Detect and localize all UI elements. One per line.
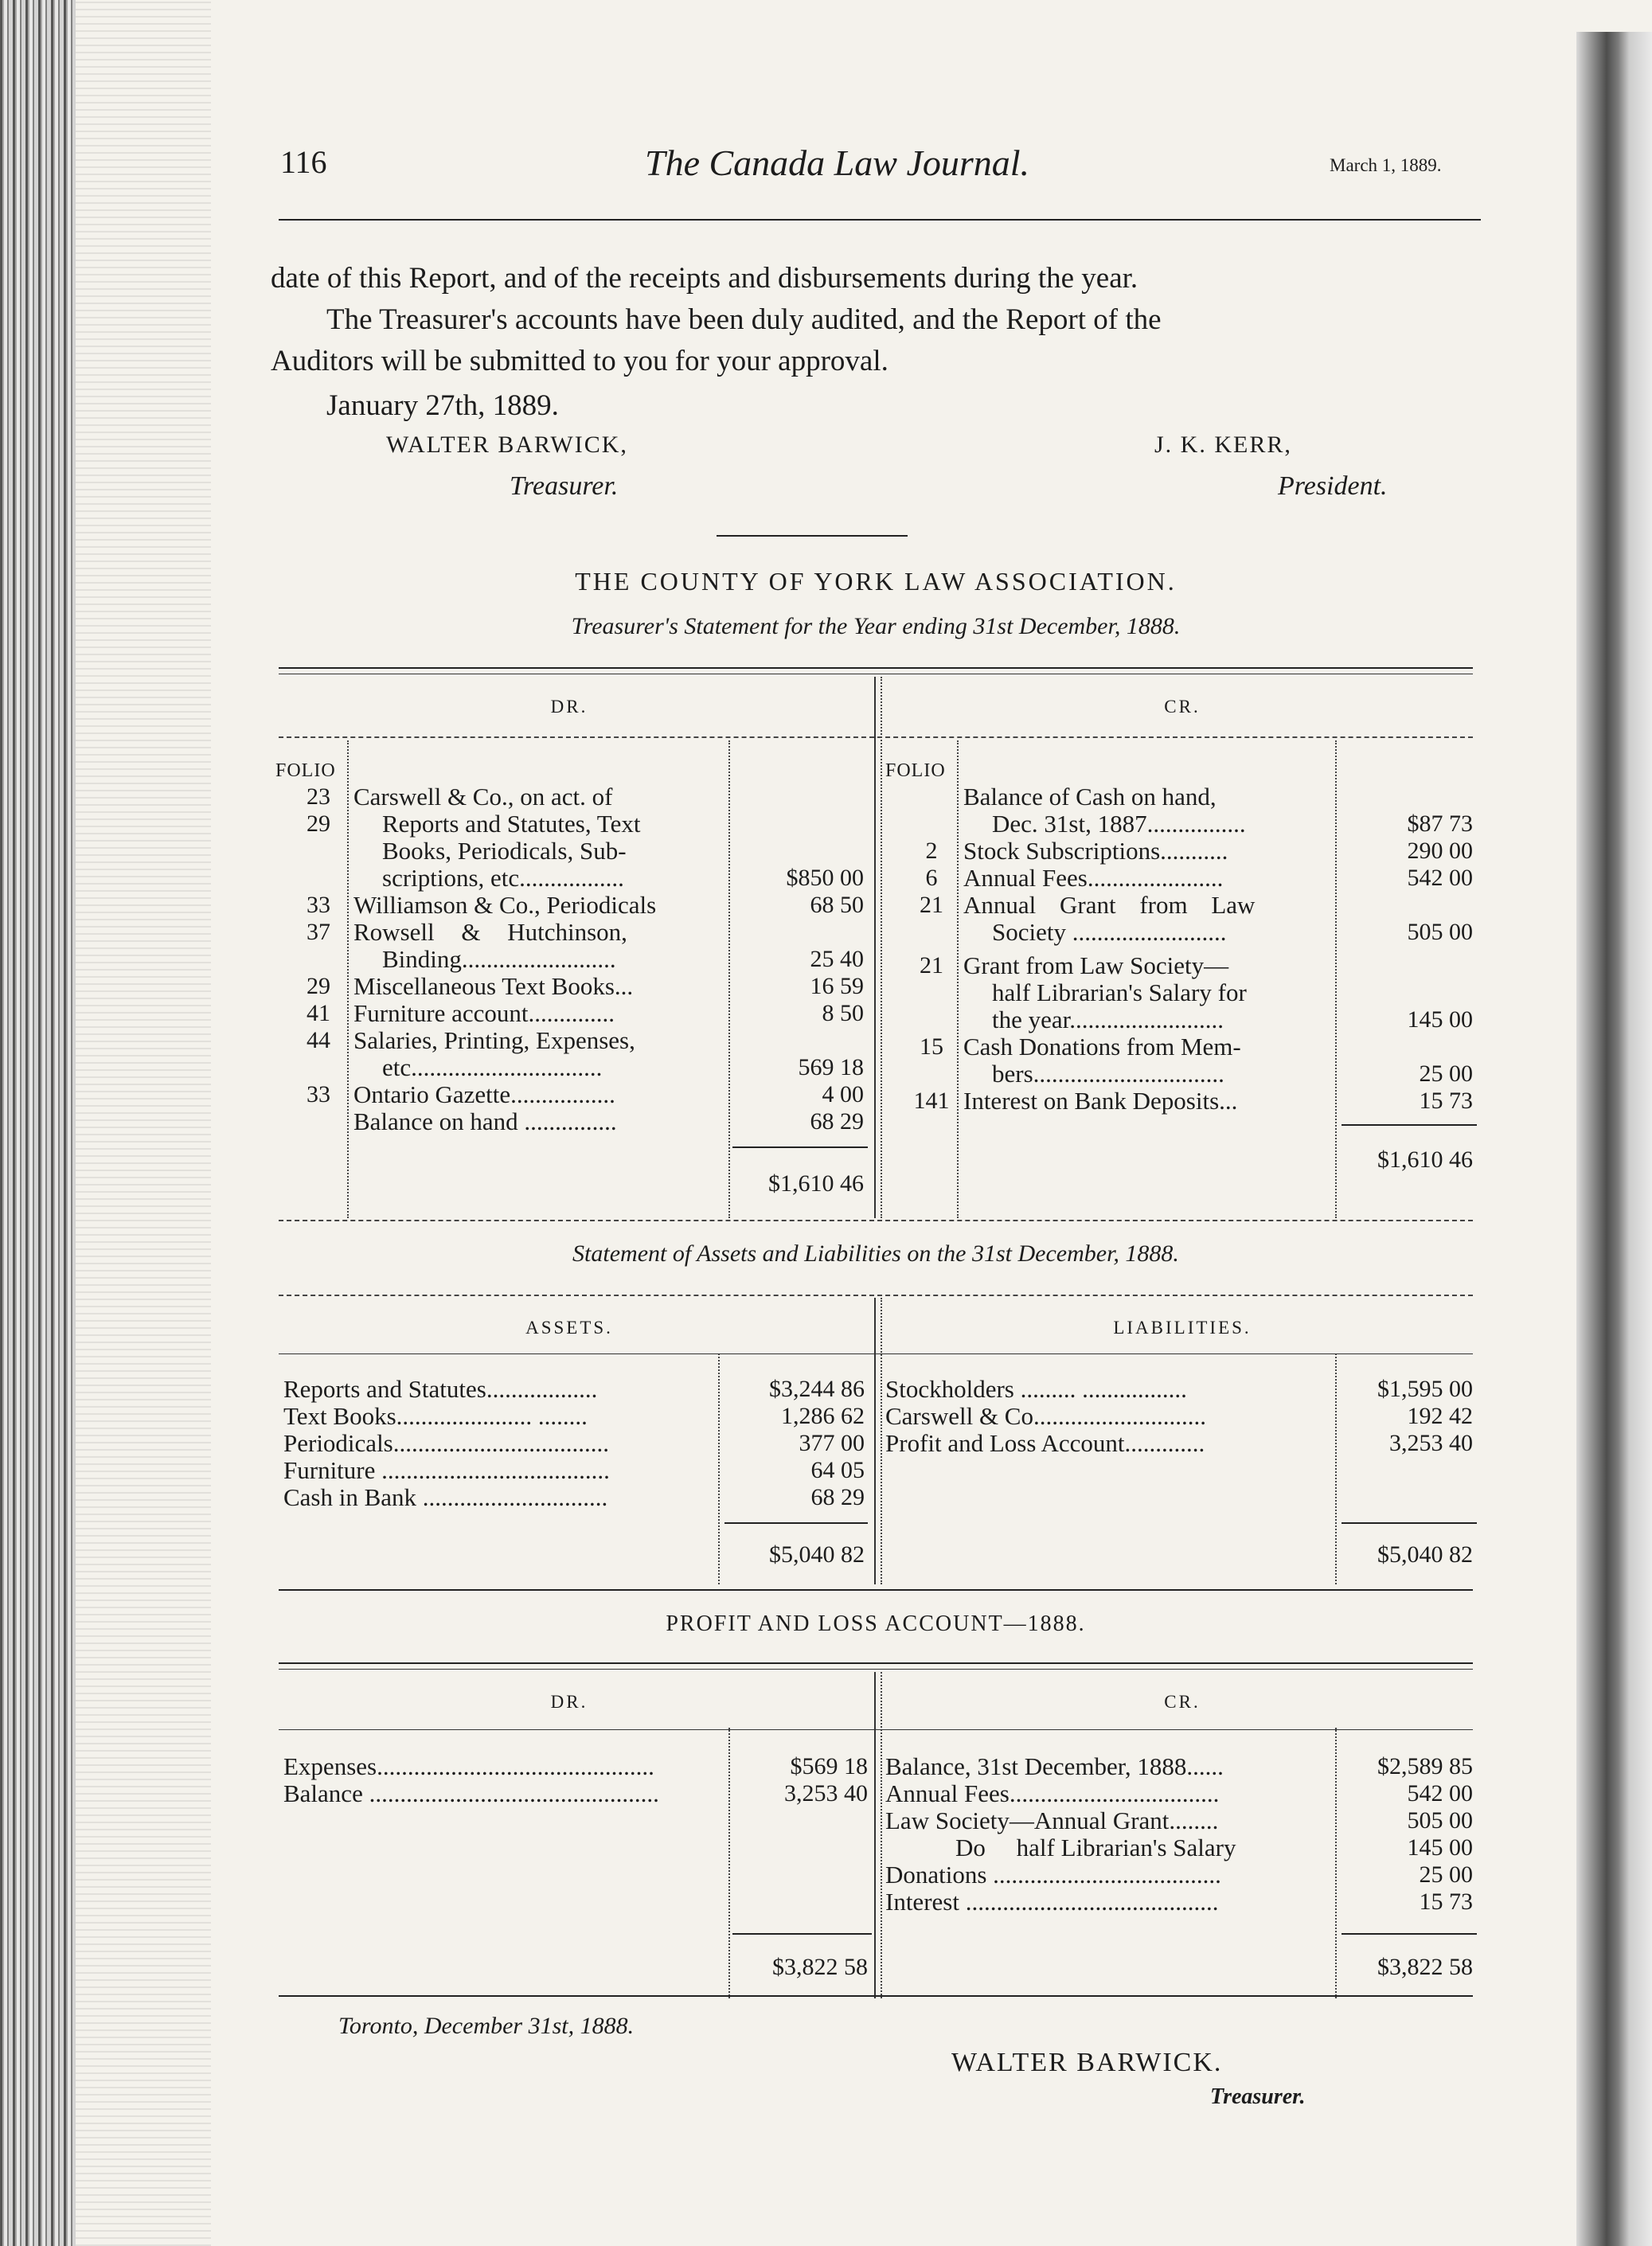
cr-item-text: half Librarian's Salary for [992, 978, 1247, 1006]
assets-label: ASSETS. [525, 1318, 613, 1338]
dr-item-text: Books, Periodicals, Sub- [382, 837, 627, 865]
dr-amount: 68 50 [810, 892, 864, 918]
cr-folio: 21 [920, 892, 943, 918]
statement-center-line-2 [881, 677, 882, 1218]
cr-folio: 15 [920, 1033, 943, 1060]
statement-header-rule [279, 736, 1473, 738]
cr-total: $1,610 46 [1377, 1146, 1473, 1173]
cr-item-text: the year......................... [992, 1006, 1224, 1033]
president-title: President. [1278, 471, 1388, 501]
statement-dr-label: DR. [550, 697, 588, 717]
cr-amount-col-line [1335, 740, 1337, 1218]
dr-item-text: scriptions, etc................. [382, 864, 624, 892]
asset-amount: 377 00 [799, 1430, 865, 1456]
cr-folio: 6 [925, 865, 938, 891]
asset-label: Periodicals................................... [283, 1429, 609, 1457]
pl-dr-label-text: Balance ............................................... [283, 1779, 659, 1807]
pl-dr-label: DR. [550, 1692, 588, 1712]
dr-item-text: Balance on hand ............... [353, 1107, 617, 1135]
cr-amount: $87 73 [1407, 811, 1473, 837]
cr-folio: 2 [925, 838, 938, 864]
pl-dr-amount-col-line [728, 1728, 730, 1998]
cr-folio-label: FOLIO [885, 760, 946, 781]
cr-item-text: Balance of Cash on hand, [963, 783, 1217, 811]
liabilities-total-rule [1342, 1522, 1477, 1524]
page-number: 116 [280, 144, 327, 180]
pl-header-rule [279, 1729, 1473, 1730]
pl-center-line [874, 1672, 876, 1998]
liability-amount: 192 42 [1407, 1403, 1473, 1429]
dr-amount: 4 00 [822, 1081, 864, 1107]
intro-line-2: The Treasurer's accounts have been duly audited, and the Report of the [326, 303, 1162, 336]
statement-bottom-rule [279, 1220, 1473, 1221]
pl-cr-label-text: Annual Fees.................................. [885, 1779, 1220, 1807]
statement-top-rule [279, 667, 1473, 669]
dr-folio-label: FOLIO [275, 760, 336, 781]
pl-top-rule [279, 1662, 1473, 1664]
header-rule [279, 219, 1481, 221]
pl-dr-total: $3,822 58 [772, 1954, 868, 1980]
dr-folio: 33 [307, 1081, 330, 1107]
dr-item-text: Binding......................... [382, 945, 616, 973]
pl-center-line-2 [881, 1672, 882, 1998]
statement-subtitle: Treasurer's Statement for the Year ending 31st December, 1888. [571, 613, 1181, 639]
dr-amount: 16 59 [810, 973, 864, 999]
pl-cr-label-text: Interest ......................................... [885, 1888, 1219, 1916]
cr-item-text: Society ......................... [992, 918, 1227, 946]
asset-amount: 1,286 62 [781, 1403, 865, 1429]
section-divider [717, 535, 908, 537]
pl-cr-label-text: Balance, 31st December, 1888...... [885, 1752, 1224, 1780]
dr-item-text: Miscellaneous Text Books... [353, 972, 634, 1000]
cr-item-text: Cash Donations from Mem- [963, 1033, 1241, 1061]
asset-amount: 68 29 [810, 1484, 865, 1510]
intro-line-3: Auditors will be submitted to you for your approval. [271, 345, 888, 377]
pl-dr-total-rule [732, 1933, 872, 1935]
dr-item-text: Furniture account.............. [353, 999, 615, 1027]
assets-total-rule [724, 1522, 868, 1524]
profit-loss-title: PROFIT AND LOSS ACCOUNT—1888. [666, 1611, 1086, 1636]
cr-amount: 15 73 [1419, 1088, 1473, 1114]
assets-total: $5,040 82 [769, 1541, 865, 1568]
asset-amount: 64 05 [810, 1457, 865, 1483]
liability-label: Stockholders ......... ................. [885, 1375, 1187, 1403]
cr-amount: 25 00 [1419, 1061, 1473, 1087]
dr-item-text: Salaries, Printing, Expenses, [353, 1026, 635, 1054]
scan-left-shadow [76, 0, 211, 2246]
cr-folio: 21 [920, 952, 943, 978]
dr-item-text: Rowsell & Hutchinson, [353, 918, 627, 946]
pl-cr-amount: 15 73 [1419, 1889, 1473, 1915]
cr-amount: 290 00 [1407, 838, 1473, 864]
dr-item-text: Ontario Gazette................. [353, 1080, 615, 1108]
assets-center-line-2 [881, 1298, 882, 1584]
liabilities-amount-col-line [1335, 1353, 1337, 1584]
pl-dr-amount: 3,253 40 [784, 1780, 868, 1807]
scan-left-edge [0, 0, 76, 2246]
footer-signer-name: WALTER BARWICK. [951, 2048, 1223, 2077]
liability-amount: $1,595 00 [1377, 1376, 1473, 1402]
cr-folio: 141 [913, 1088, 950, 1114]
report-date: January 27th, 1889. [326, 389, 559, 422]
cr-amount: 542 00 [1407, 865, 1473, 891]
dr-folio: 33 [307, 892, 330, 918]
cr-item-text: Annual Grant from Law [963, 891, 1256, 919]
page [271, 0, 1481, 2246]
footer-signer-title: Treasurer. [1210, 2084, 1306, 2109]
dr-amount: 25 40 [810, 946, 864, 972]
intro-line-1: date of this Report, and of the receipts and disbursements during the year. [271, 262, 1138, 295]
cr-amount: 145 00 [1407, 1006, 1473, 1033]
asset-amount: $3,244 86 [769, 1376, 865, 1402]
dr-item-text: Reports and Statutes, Text [382, 810, 641, 838]
liabilities-label: LIABILITIES. [1113, 1318, 1252, 1338]
cr-folio-col-line [957, 740, 959, 1218]
scan-right-edge [1576, 32, 1652, 2246]
cr-item-text: Interest on Bank Deposits... [963, 1087, 1238, 1115]
pl-cr-amount: 542 00 [1407, 1780, 1473, 1807]
asset-label: Cash in Bank .............................. [283, 1483, 608, 1511]
asset-label: Reports and Statutes.................. [283, 1375, 598, 1403]
dr-amount: 569 18 [798, 1054, 864, 1080]
liability-label: Profit and Loss Account............. [885, 1429, 1205, 1457]
pl-cr-total: $3,822 58 [1377, 1954, 1473, 1980]
dr-item-text: Williamson & Co., Periodicals [353, 891, 657, 919]
asset-label: Furniture ..................................... [283, 1456, 610, 1484]
pl-cr-amount: $2,589 85 [1377, 1753, 1473, 1779]
dr-amount: 8 50 [822, 1000, 864, 1026]
cr-item-text: Stock Subscriptions........... [963, 837, 1228, 865]
dr-folio: 44 [307, 1027, 330, 1053]
dr-folio: 29 [307, 811, 330, 837]
pl-cr-amount: 25 00 [1419, 1861, 1473, 1888]
pl-cr-label-text: Do half Librarian's Salary [955, 1834, 1236, 1861]
pl-cr-total-rule [1342, 1933, 1477, 1935]
liability-label: Carswell & Co............................ [885, 1402, 1206, 1430]
liability-amount: 3,253 40 [1389, 1430, 1473, 1456]
pl-dr-label-text: Expenses............................................. [283, 1752, 654, 1780]
treasurer-title: Treasurer. [510, 471, 619, 501]
statement-center-line [874, 677, 876, 1218]
assets-top-rule [279, 1295, 1473, 1296]
dr-amount: 68 29 [810, 1108, 864, 1135]
pl-cr-amount: 505 00 [1407, 1807, 1473, 1834]
dr-folio: 23 [307, 783, 330, 810]
dr-item-text: etc............................... [382, 1053, 603, 1081]
assets-center-line [874, 1298, 876, 1584]
cr-item-text: Grant from Law Society— [963, 951, 1229, 979]
dr-total: $1,610 46 [768, 1170, 864, 1197]
dr-amount-col-line [728, 740, 730, 1218]
dr-folio: 37 [307, 919, 330, 945]
dr-total-rule [732, 1146, 868, 1148]
pl-bottom-rule [279, 1995, 1473, 1997]
pl-dr-amount: $569 18 [790, 1753, 868, 1779]
journal-title: The Canada Law Journal. [645, 143, 1030, 183]
cr-item-text: bers............................... [992, 1060, 1224, 1088]
pl-cr-amount: 145 00 [1407, 1834, 1473, 1861]
issue-date: March 1, 1889. [1330, 155, 1442, 175]
assets-amount-col-line [718, 1353, 720, 1584]
pl-cr-amount-col-line [1335, 1728, 1337, 1998]
association-title: THE COUNTY OF YORK LAW ASSOCIATION. [575, 567, 1177, 596]
assets-bottom-rule [279, 1589, 1473, 1591]
liabilities-total: $5,040 82 [1377, 1541, 1473, 1568]
dr-amount: $850 00 [786, 865, 864, 891]
dr-item-text: Carswell & Co., on act. of [353, 783, 613, 811]
footer-place-date: Toronto, December 31st, 1888. [338, 2013, 635, 2039]
dr-folio: 41 [307, 1000, 330, 1026]
president-name: J. K. KERR, [1154, 432, 1292, 458]
dr-folio-col-line [347, 740, 349, 1218]
assets-liabilities-title: Statement of Assets and Liabilities on the 31st December, 1888. [572, 1240, 1179, 1267]
cr-item-text: Annual Fees...................... [963, 864, 1224, 892]
cr-amount: 505 00 [1407, 919, 1473, 945]
statement-cr-label: CR. [1164, 697, 1201, 717]
pl-top-rule-2 [279, 1669, 1473, 1670]
dr-folio: 29 [307, 973, 330, 999]
assets-header-rule [279, 1353, 1473, 1354]
asset-label: Text Books...................... ........ [283, 1402, 588, 1430]
cr-item-text: Dec. 31st, 1887................ [992, 810, 1246, 838]
cr-total-rule [1342, 1124, 1477, 1126]
pl-cr-label-text: Donations ..................................... [885, 1861, 1221, 1889]
pl-cr-label: CR. [1164, 1692, 1201, 1712]
treasurer-name: WALTER BARWICK, [386, 432, 628, 458]
pl-cr-label-text: Law Society—Annual Grant........ [885, 1807, 1219, 1834]
